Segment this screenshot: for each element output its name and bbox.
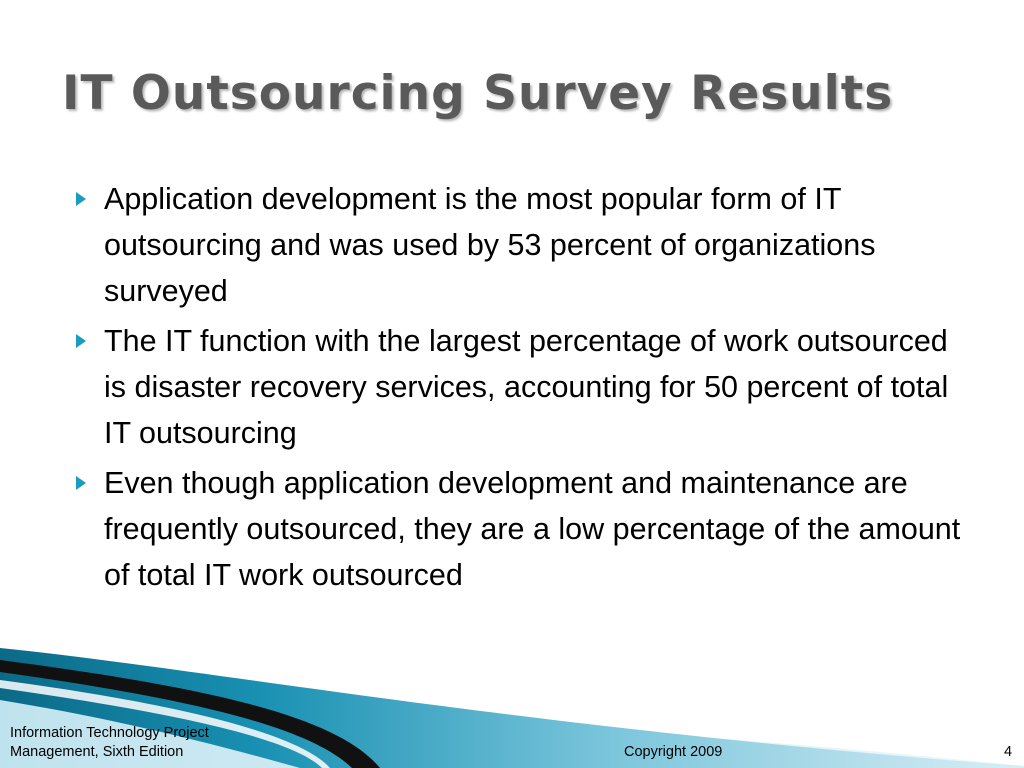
triangle-arrow-right-icon (76, 334, 86, 348)
footer-copyright: Copyright 2009 (624, 744, 723, 760)
bullet-text: The IT function with the largest percentage of work outsourced is disaster recovery services, accounting for 50 percent of total IT outsourcing (104, 324, 949, 450)
page-number: 4 (1004, 744, 1013, 760)
bullet-item (74, 176, 974, 314)
slide-title: IT Outsourcing Survey Results (62, 66, 894, 121)
triangle-arrow-right-icon (76, 192, 86, 206)
bullet-item (74, 318, 974, 456)
bullet-item (74, 460, 974, 598)
footer-book-title (10, 724, 209, 762)
footer-book-line2: Management, Sixth Edition (10, 744, 184, 760)
bullet-list (74, 176, 974, 602)
triangle-arrow-right-icon (76, 476, 86, 490)
bullet-text: Application development is the most popular form of IT outsourcing and was used by 53 percent of organizations surveyed (104, 182, 876, 308)
bullet-text: Even though application development and maintenance are frequently outsourced, they are a low percentage of the amount of total IT work outsourced (104, 466, 961, 592)
footer-book-line1: Information Technology Project (10, 725, 209, 741)
